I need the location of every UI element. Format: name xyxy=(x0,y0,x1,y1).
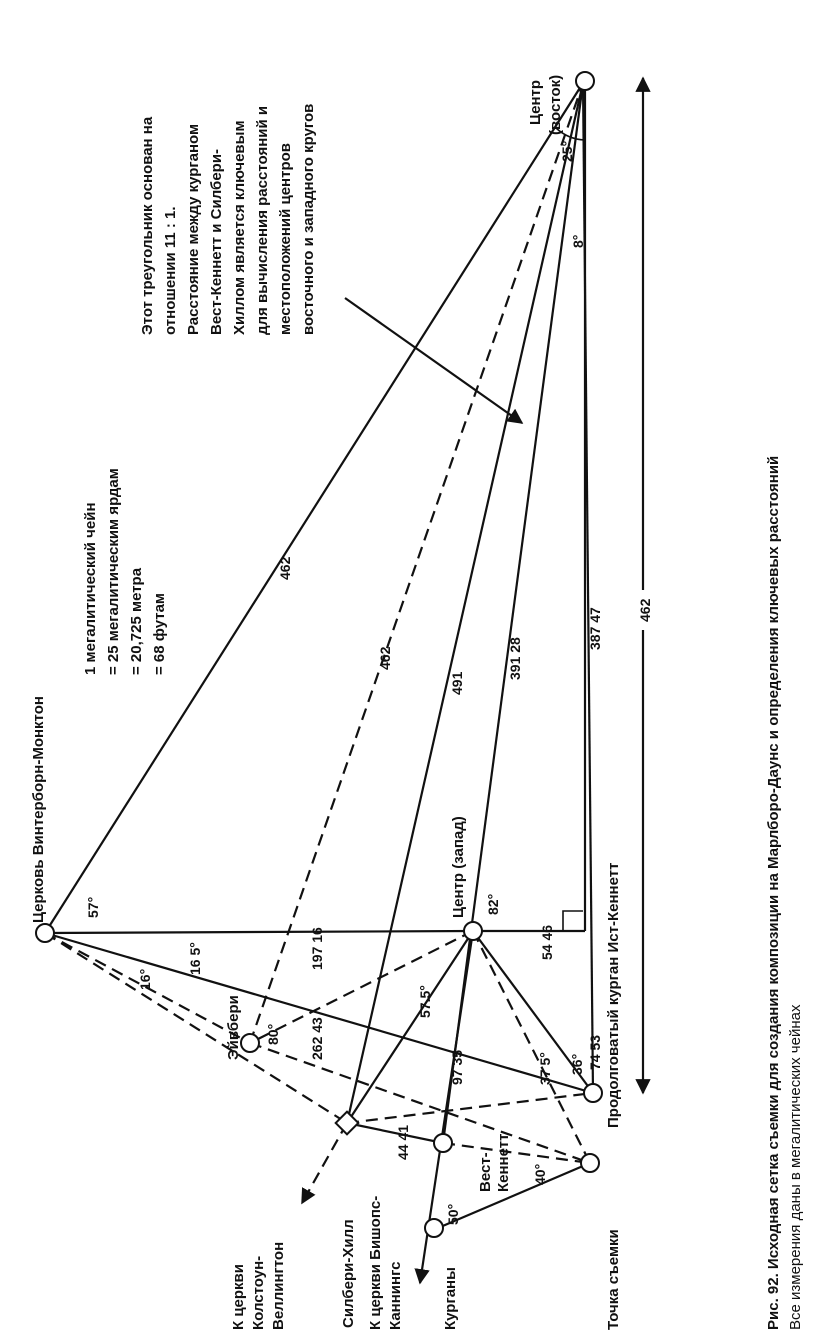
legend-line-3: = 20,725 метра xyxy=(128,567,145,675)
label-center-east-2: (восток) xyxy=(547,74,564,135)
line-church-to-center-west xyxy=(45,931,473,933)
label-long-barrow: Продолговатый курган Ист-Кеннетт xyxy=(605,862,622,1128)
angle-16-5: 16 5° xyxy=(187,942,203,975)
angle-57-5: 57.5° xyxy=(417,985,433,1018)
caption-fig-number: Рис. 92. xyxy=(765,1273,782,1330)
label-center-west: Центр (запад) xyxy=(450,816,467,918)
site-barrows-marker xyxy=(425,1219,443,1237)
caption-line-2: Все измерения даны в мегалитических чейнах xyxy=(787,1004,804,1330)
measure-54-46: 54 46 xyxy=(539,924,555,960)
angle-80: 80° xyxy=(265,1023,281,1045)
figure-caption xyxy=(765,456,804,1330)
angle-16: 16° xyxy=(137,968,153,990)
angle-40: 40° xyxy=(532,1163,548,1185)
dash-west-kennett-to-survey xyxy=(443,1143,590,1163)
line-silbury-to-center-east xyxy=(347,83,583,1123)
arrow-note-pointer xyxy=(345,298,522,423)
label-barrows: Курганы xyxy=(442,1267,459,1330)
measure-462-dimension: 462 xyxy=(637,598,653,622)
legend-line-2: = 25 мегалитическим ярдам xyxy=(105,468,122,675)
arrow-to-colston xyxy=(302,1123,347,1203)
survey-lines xyxy=(45,78,643,1283)
site-west-kennett-marker xyxy=(434,1134,452,1152)
label-west-kennett-2: Кеннетт xyxy=(495,1133,512,1192)
angle-36: 36° xyxy=(569,1053,585,1075)
measure-197-16: 197 16 xyxy=(309,927,325,970)
label-silbury: Силбери-Хилл xyxy=(340,1219,357,1328)
note-line-4: Вест-Кеннетт и Силбери- xyxy=(208,148,225,335)
caption-title: Исходная сетка съемки для создания композиции на Марлборо-Даунс и определения ключевых расстояний xyxy=(765,455,782,1274)
angle-25: 25° xyxy=(559,140,575,162)
note-line-7: местоположений центров xyxy=(277,142,294,335)
label-survey-point: Точка съемки xyxy=(605,1229,622,1330)
site-silbury-marker xyxy=(336,1112,359,1135)
angle-82: 82° xyxy=(485,893,501,915)
legend-block xyxy=(82,468,168,675)
measure-97-35: 97 35 xyxy=(449,1049,465,1085)
label-west-kennett-1: Вест- xyxy=(477,1152,494,1192)
label-winterbourne: Церковь Винтерборн-Монктон xyxy=(30,696,47,923)
note-line-3: Расстояние между курганом xyxy=(185,123,202,335)
site-labels xyxy=(30,75,622,1330)
note-line-1: Этот треугольник основан на xyxy=(139,116,156,335)
label-to-colston-2: Колстоун- xyxy=(250,1255,267,1330)
note-line-8: восточного и западного кругов xyxy=(300,103,317,335)
label-to-bishops-2: Каннингс xyxy=(387,1261,404,1330)
site-center-west-marker xyxy=(464,922,482,940)
measure-391-28: 391 28 xyxy=(507,637,523,680)
measure-462-church-east: 462 xyxy=(277,556,293,580)
site-long-barrow-marker xyxy=(584,1084,602,1102)
note-line-6: для вычисления расстояний и xyxy=(254,105,271,335)
measure-387-47: 387 47 xyxy=(587,607,603,650)
measure-262-43: 262 43 xyxy=(309,1017,325,1060)
note-line-2: отношении 11 : 1. xyxy=(162,206,179,335)
label-to-colston-1: К церкви xyxy=(230,1264,247,1330)
measure-462-avebury-east: 462 xyxy=(377,646,393,670)
legend-line-4: = 68 футам xyxy=(151,592,168,675)
measure-491: 491 xyxy=(449,671,465,695)
measure-44-41: 44 41 xyxy=(395,1124,411,1160)
site-center-east-marker xyxy=(576,72,594,90)
site-avebury-marker xyxy=(241,1034,259,1052)
angle-50: 50° xyxy=(445,1203,461,1225)
right-angle-mark xyxy=(563,911,583,931)
angle-57: 57° xyxy=(85,896,101,918)
legend-line-1: 1 мегалитический чейн xyxy=(82,502,99,675)
dash-silbury-to-long-barrow xyxy=(347,1093,593,1123)
label-center-east-1: Центр xyxy=(527,79,544,125)
site-winterbourne-marker xyxy=(36,924,54,942)
label-avebury: Эйвбери xyxy=(225,995,242,1060)
note-block xyxy=(139,104,317,335)
caption-line-1 xyxy=(765,456,782,1330)
site-survey-point-marker xyxy=(581,1154,599,1172)
angle-8: 8° xyxy=(570,234,586,248)
label-to-bishops-1: К церкви Бишопс- xyxy=(367,1195,384,1330)
measure-74-53: 74 53 xyxy=(587,1034,603,1070)
note-line-5: Хиллом является ключевым xyxy=(231,120,248,335)
label-to-colston-3: Веллингтон xyxy=(270,1241,287,1330)
angle-37-5: 37 5° xyxy=(537,1052,553,1085)
